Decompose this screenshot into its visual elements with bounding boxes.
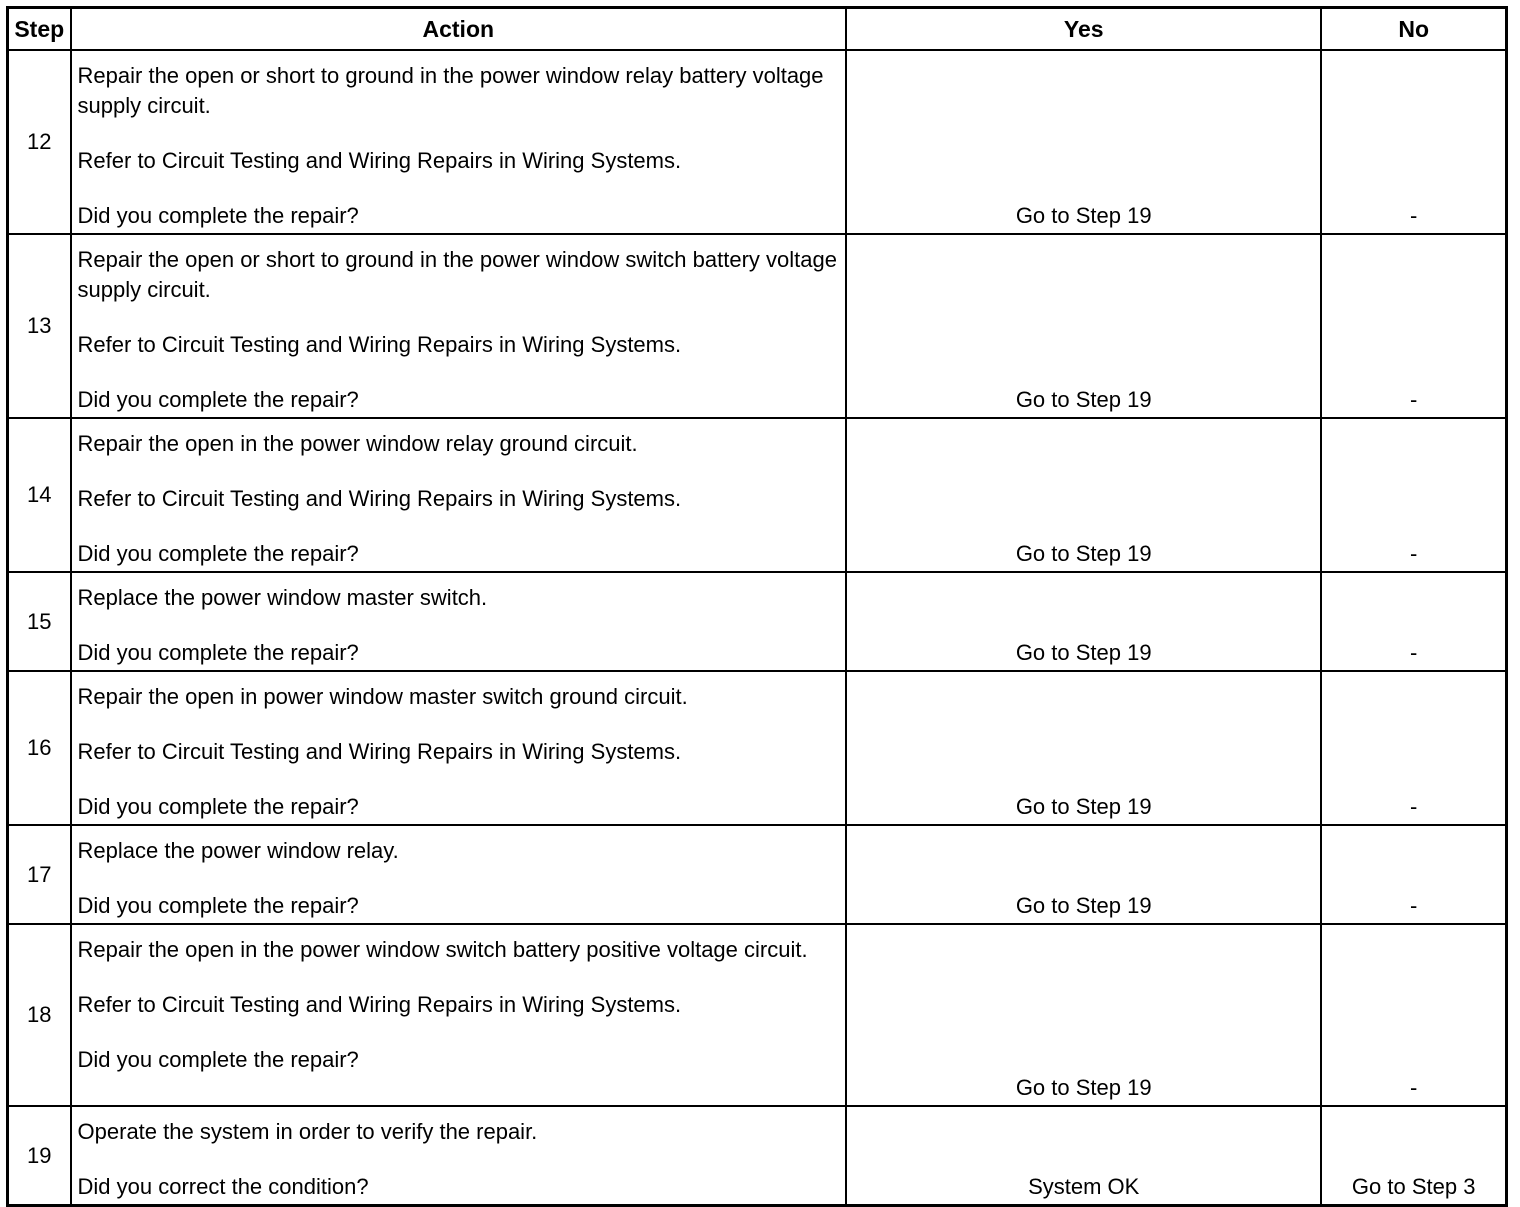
action-question: Did you correct the condition?	[77, 1174, 369, 1199]
yes-result: Go to Step 19	[846, 234, 1321, 418]
table-row	[8, 825, 1507, 924]
step-number: 18	[8, 924, 71, 1106]
action-text: Operate the system in order to verify the repair.	[77, 1119, 538, 1144]
step-number: 13	[8, 234, 71, 418]
table-row	[8, 572, 1507, 671]
step-number: 17	[8, 825, 71, 924]
action-text: Repair the open or short to ground in the power window switch battery voltage supply circuit.	[77, 247, 837, 302]
action-cell	[71, 924, 847, 1106]
step-number: 12	[8, 50, 71, 234]
action-cell	[71, 572, 847, 671]
table-row	[8, 924, 1507, 1106]
action-text: Refer to Circuit Testing and Wiring Repairs in Wiring Systems.	[77, 486, 682, 511]
header-action: Action	[71, 8, 847, 51]
yes-result: Go to Step 19	[846, 572, 1321, 671]
action-cell	[71, 234, 847, 418]
table-row	[8, 671, 1507, 825]
action-text: Replace the power window relay.	[77, 838, 399, 863]
no-result: -	[1321, 671, 1506, 825]
no-result: -	[1321, 924, 1506, 1106]
action-question: Did you complete the repair?	[77, 1047, 359, 1072]
step-number: 16	[8, 671, 71, 825]
action-text: Repair the open in the power window switch battery positive voltage circuit.	[77, 937, 808, 962]
diagnostic-table	[6, 6, 1508, 1207]
header-step: Step	[8, 8, 71, 51]
no-result: Go to Step 3	[1321, 1106, 1506, 1206]
action-cell	[71, 1106, 847, 1206]
action-question: Did you complete the repair?	[77, 541, 359, 566]
no-result: -	[1321, 234, 1506, 418]
no-result: -	[1321, 572, 1506, 671]
yes-result: Go to Step 19	[846, 825, 1321, 924]
header-no: No	[1321, 8, 1506, 51]
action-text: Repair the open in the power window relay ground circuit.	[77, 431, 638, 456]
action-text: Refer to Circuit Testing and Wiring Repairs in Wiring Systems.	[77, 332, 682, 357]
action-cell	[71, 418, 847, 572]
step-number: 14	[8, 418, 71, 572]
yes-result: Go to Step 19	[846, 924, 1321, 1106]
action-question: Did you complete the repair?	[77, 794, 359, 819]
action-text: Repair the open in power window master switch ground circuit.	[77, 684, 688, 709]
yes-result: Go to Step 19	[846, 50, 1321, 234]
table-row	[8, 418, 1507, 572]
step-number: 15	[8, 572, 71, 671]
yes-result: Go to Step 19	[846, 671, 1321, 825]
step-number: 19	[8, 1106, 71, 1206]
no-result: -	[1321, 50, 1506, 234]
yes-result: System OK	[846, 1106, 1321, 1206]
action-question: Did you complete the repair?	[77, 640, 359, 665]
no-result: -	[1321, 418, 1506, 572]
yes-result: Go to Step 19	[846, 418, 1321, 572]
table-row	[8, 50, 1507, 234]
action-cell	[71, 825, 847, 924]
action-text: Refer to Circuit Testing and Wiring Repairs in Wiring Systems.	[77, 992, 682, 1017]
no-result: -	[1321, 825, 1506, 924]
action-cell	[71, 671, 847, 825]
header-row	[8, 8, 1507, 51]
action-text: Replace the power window master switch.	[77, 585, 488, 610]
action-text: Refer to Circuit Testing and Wiring Repairs in Wiring Systems.	[77, 148, 682, 173]
action-question: Did you complete the repair?	[77, 893, 359, 918]
action-text: Refer to Circuit Testing and Wiring Repairs in Wiring Systems.	[77, 739, 682, 764]
action-cell	[71, 50, 847, 234]
action-text: Repair the open or short to ground in the power window relay battery voltage supply circuit.	[77, 63, 824, 118]
action-question: Did you complete the repair?	[77, 387, 359, 412]
table-row	[8, 234, 1507, 418]
action-question: Did you complete the repair?	[77, 203, 359, 228]
table-row	[8, 1106, 1507, 1206]
header-yes: Yes	[846, 8, 1321, 51]
